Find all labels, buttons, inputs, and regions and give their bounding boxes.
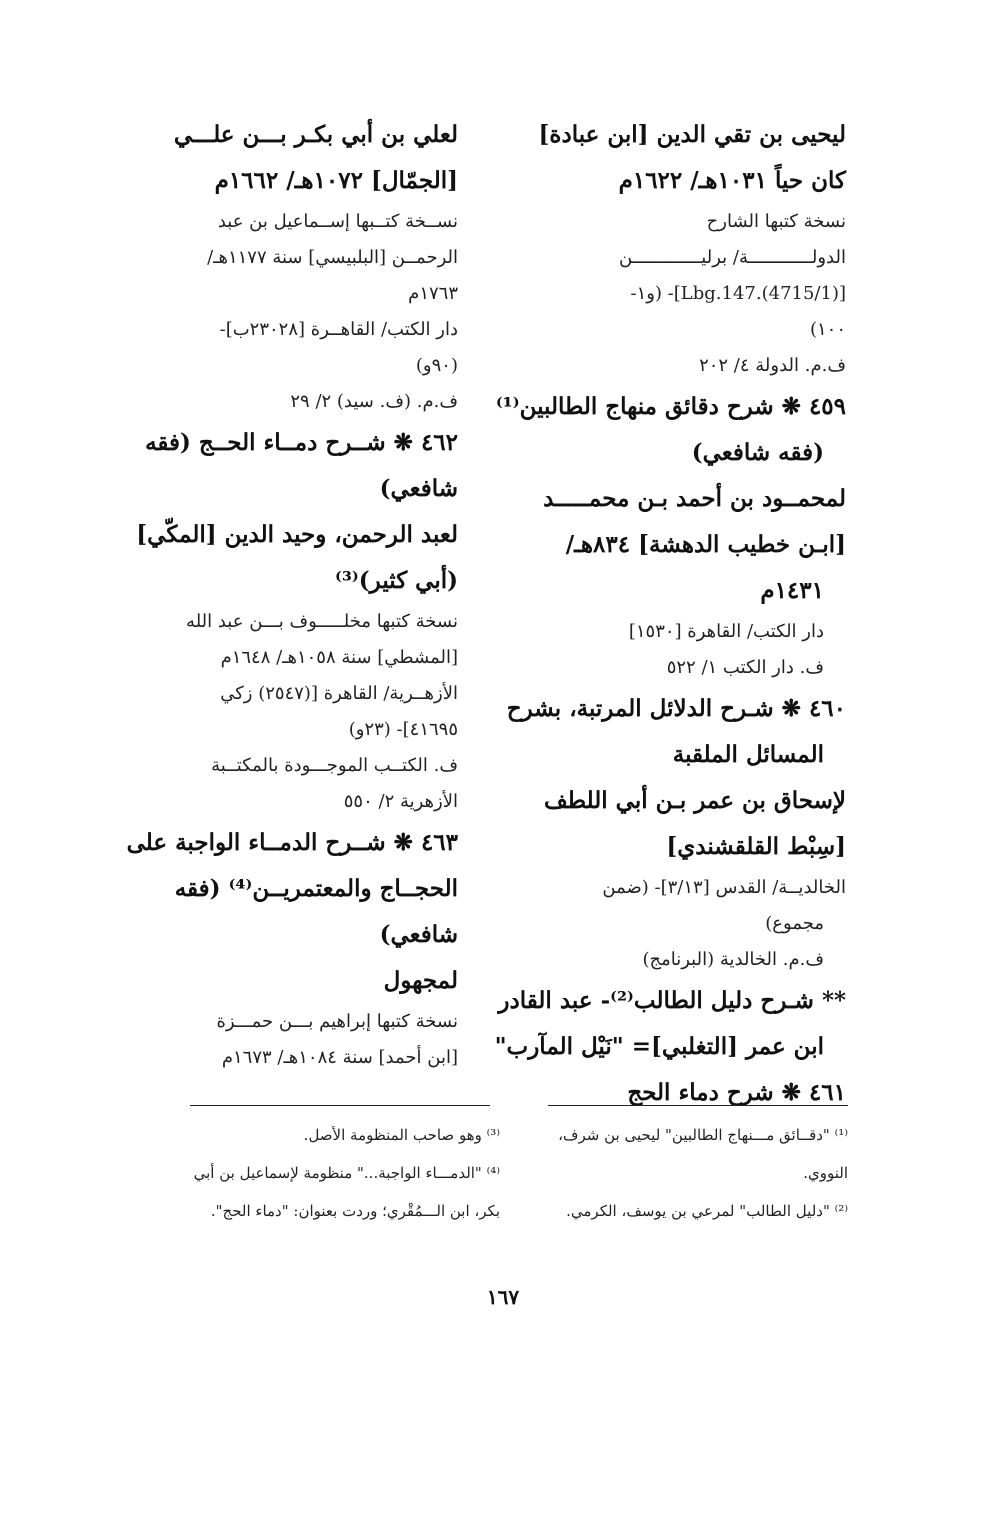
entry-heading-line: الحجــاج والمعتمريــن⁽⁴⁾ (فقه [174,875,458,902]
entry-heading-line: ليحيى بن تقي الدين [ابن عبادة] [538,121,846,148]
entry-heading-line: شافعي) [379,475,458,502]
entry-heading-line: لمحمــود بن أحمد بـن محمـــــد [543,485,846,512]
footnotes-right [548,1116,848,1230]
entry-detail-line: مجموع) [765,913,824,934]
entry-heading-line: المسائل الملقبة [672,741,824,768]
entry-heading-line: لعلي بن أبي بكـر بـــن علـــي [173,121,458,148]
entry-heading-line: (فقه شافعي) [691,439,824,466]
entry-heading-line: ١٤٣١م [760,577,824,604]
entry-detail-line: ف.م. الخالدية (البرنامج) [642,949,824,970]
entry-heading-line: ابن عمر [التغلبي]= "نَيْل المآرب" [494,1033,824,1060]
footnote-line: ⁽¹⁾ "دقــائق مـــنهاج الطالبين" ليحيى بن شرف، [558,1126,848,1144]
footnote-line: ⁽⁴⁾ "الدمـــاء الواجبة..." منظومة لإسماعيل بن أبي [193,1164,500,1182]
entry-detail-line: نسخة كتبها إبراهيم بـــن حمـــزة [216,1011,458,1032]
entry-heading-line: [الجمّال] ١٠٧٢هـ/ ١٦٦٢م [214,167,458,194]
entry-detail-line: نسخة كتبها مخلـــــوف بـــن عبد الله [186,611,458,632]
entry-detail-line: (٩٠و) [415,355,458,376]
footnote-divider-left [190,1105,490,1106]
right-text-column [494,112,846,1116]
footnote-line: بكر، ابن الـــمُقْري؛ وردت بعنوان: "دماء الحج". [210,1202,500,1220]
entry-heading-line: لعبد الرحمن، وحيد الدين [المكّي] [136,521,458,548]
footnote-line: ⁽²⁾ "دليل الطالب" لمرعي بن يوسف، الكرمي. [566,1202,848,1220]
entry-detail-line: الدولــــــــــــة/ برليـــــــــــــن [619,247,846,268]
entry-heading-line: لإسحاق بن عمر بـن أبي اللطف [543,787,846,814]
entry-heading-line: شافعي) [379,921,458,948]
entry-detail-line: ٤١٦٩٥]- (٢٣و) [348,719,458,740]
entry-heading-line: لمجهول [383,967,458,994]
entry-heading-line: ** شـرح دليل الطالب⁽²⁾- عبد القادر [498,987,846,1014]
entry-detail-line: ١٠٠) [809,319,846,340]
entry-detail-line: نســخة كتــبها إســماعيل بن عبد [217,211,458,232]
entry-detail-line: نسخة كتبها الشارح [706,211,846,232]
entry-heading-line: ٤٦٣ ❋ شــرح الدمــاء الواجبة على [126,829,458,856]
entry-detail-line: دار الكتب/ القاهــرة [٢٣٠٢٨ب]- [219,319,458,340]
left-text-column [126,112,458,1076]
entry-detail-line: ف.م. الدولة ٤/ ٢٠٢ [699,355,846,376]
entry-heading-line: ٤٦٢ ❋ شــرح دمــاء الحــج (فقه [145,429,458,456]
entry-detail-line: ف.م. (ف. سيد) ٢/ ٢٩ [290,391,458,412]
entry-heading-line: [ابـن خطيب الدهشة] ٨٣٤هـ/ [565,531,846,558]
footnote-line: ⁽³⁾ وهو صاحب المنظومة الأصل. [303,1126,500,1144]
entry-detail-line: الرحمــن [البلبيسي] سنة ١١٧٧هـ/ [207,247,458,268]
entry-heading-line: كان حياً ١٠٣١هـ/ ١٦٢٢م [618,167,846,194]
entry-heading-line: ٤٦١ ❋ شرح دماء الحج [627,1079,846,1106]
entry-detail-line: [ابن أحمد] سنة ١٠٨٤هـ/ ١٦٧٣م [221,1047,458,1068]
entry-detail-line: ف. دار الكتب ١/ ٥٢٢ [666,657,824,678]
entry-detail-line: [Lbg.147.(4715/1)]- (و١- [630,283,846,304]
entry-detail-line: ف. الكتــب الموجـــودة بالمكتــبة [211,755,458,776]
entry-detail-line: الخالديــة/ القدس [٣/١٣]- (ضمن [602,877,846,898]
entry-heading-line: ٤٥٩ ❋ شرح دقائق منهاج الطالبين⁽¹⁾ [495,393,846,420]
entry-detail-line: الأزهــرية/ القاهرة [(٢٥٤٧) زكي [220,683,458,704]
entry-heading-line: ٤٦٠ ❋ شـرح الدلائل المرتبة، بشرح [506,695,846,722]
entry-detail-line: ١٧٦٣م [408,283,458,304]
footnote-divider-right [548,1105,848,1106]
entry-detail-line: [المشطي] سنة ١٠٥٨هـ/ ١٦٤٨م [220,647,458,668]
entry-heading-line: [سِبْط القلقشندي] [666,833,846,860]
entry-detail-line: دار الكتب/ القاهرة [١٥٣٠] [628,621,824,642]
footnote-line: النووي. [803,1164,848,1182]
entry-heading-line: (أبي كثير)⁽³⁾ [334,567,458,594]
entry-detail-line: الأزهرية ٢/ ٥٥٠ [343,791,458,812]
footnotes-left [160,1116,500,1230]
page-number: ١٦٧ [486,1285,520,1309]
